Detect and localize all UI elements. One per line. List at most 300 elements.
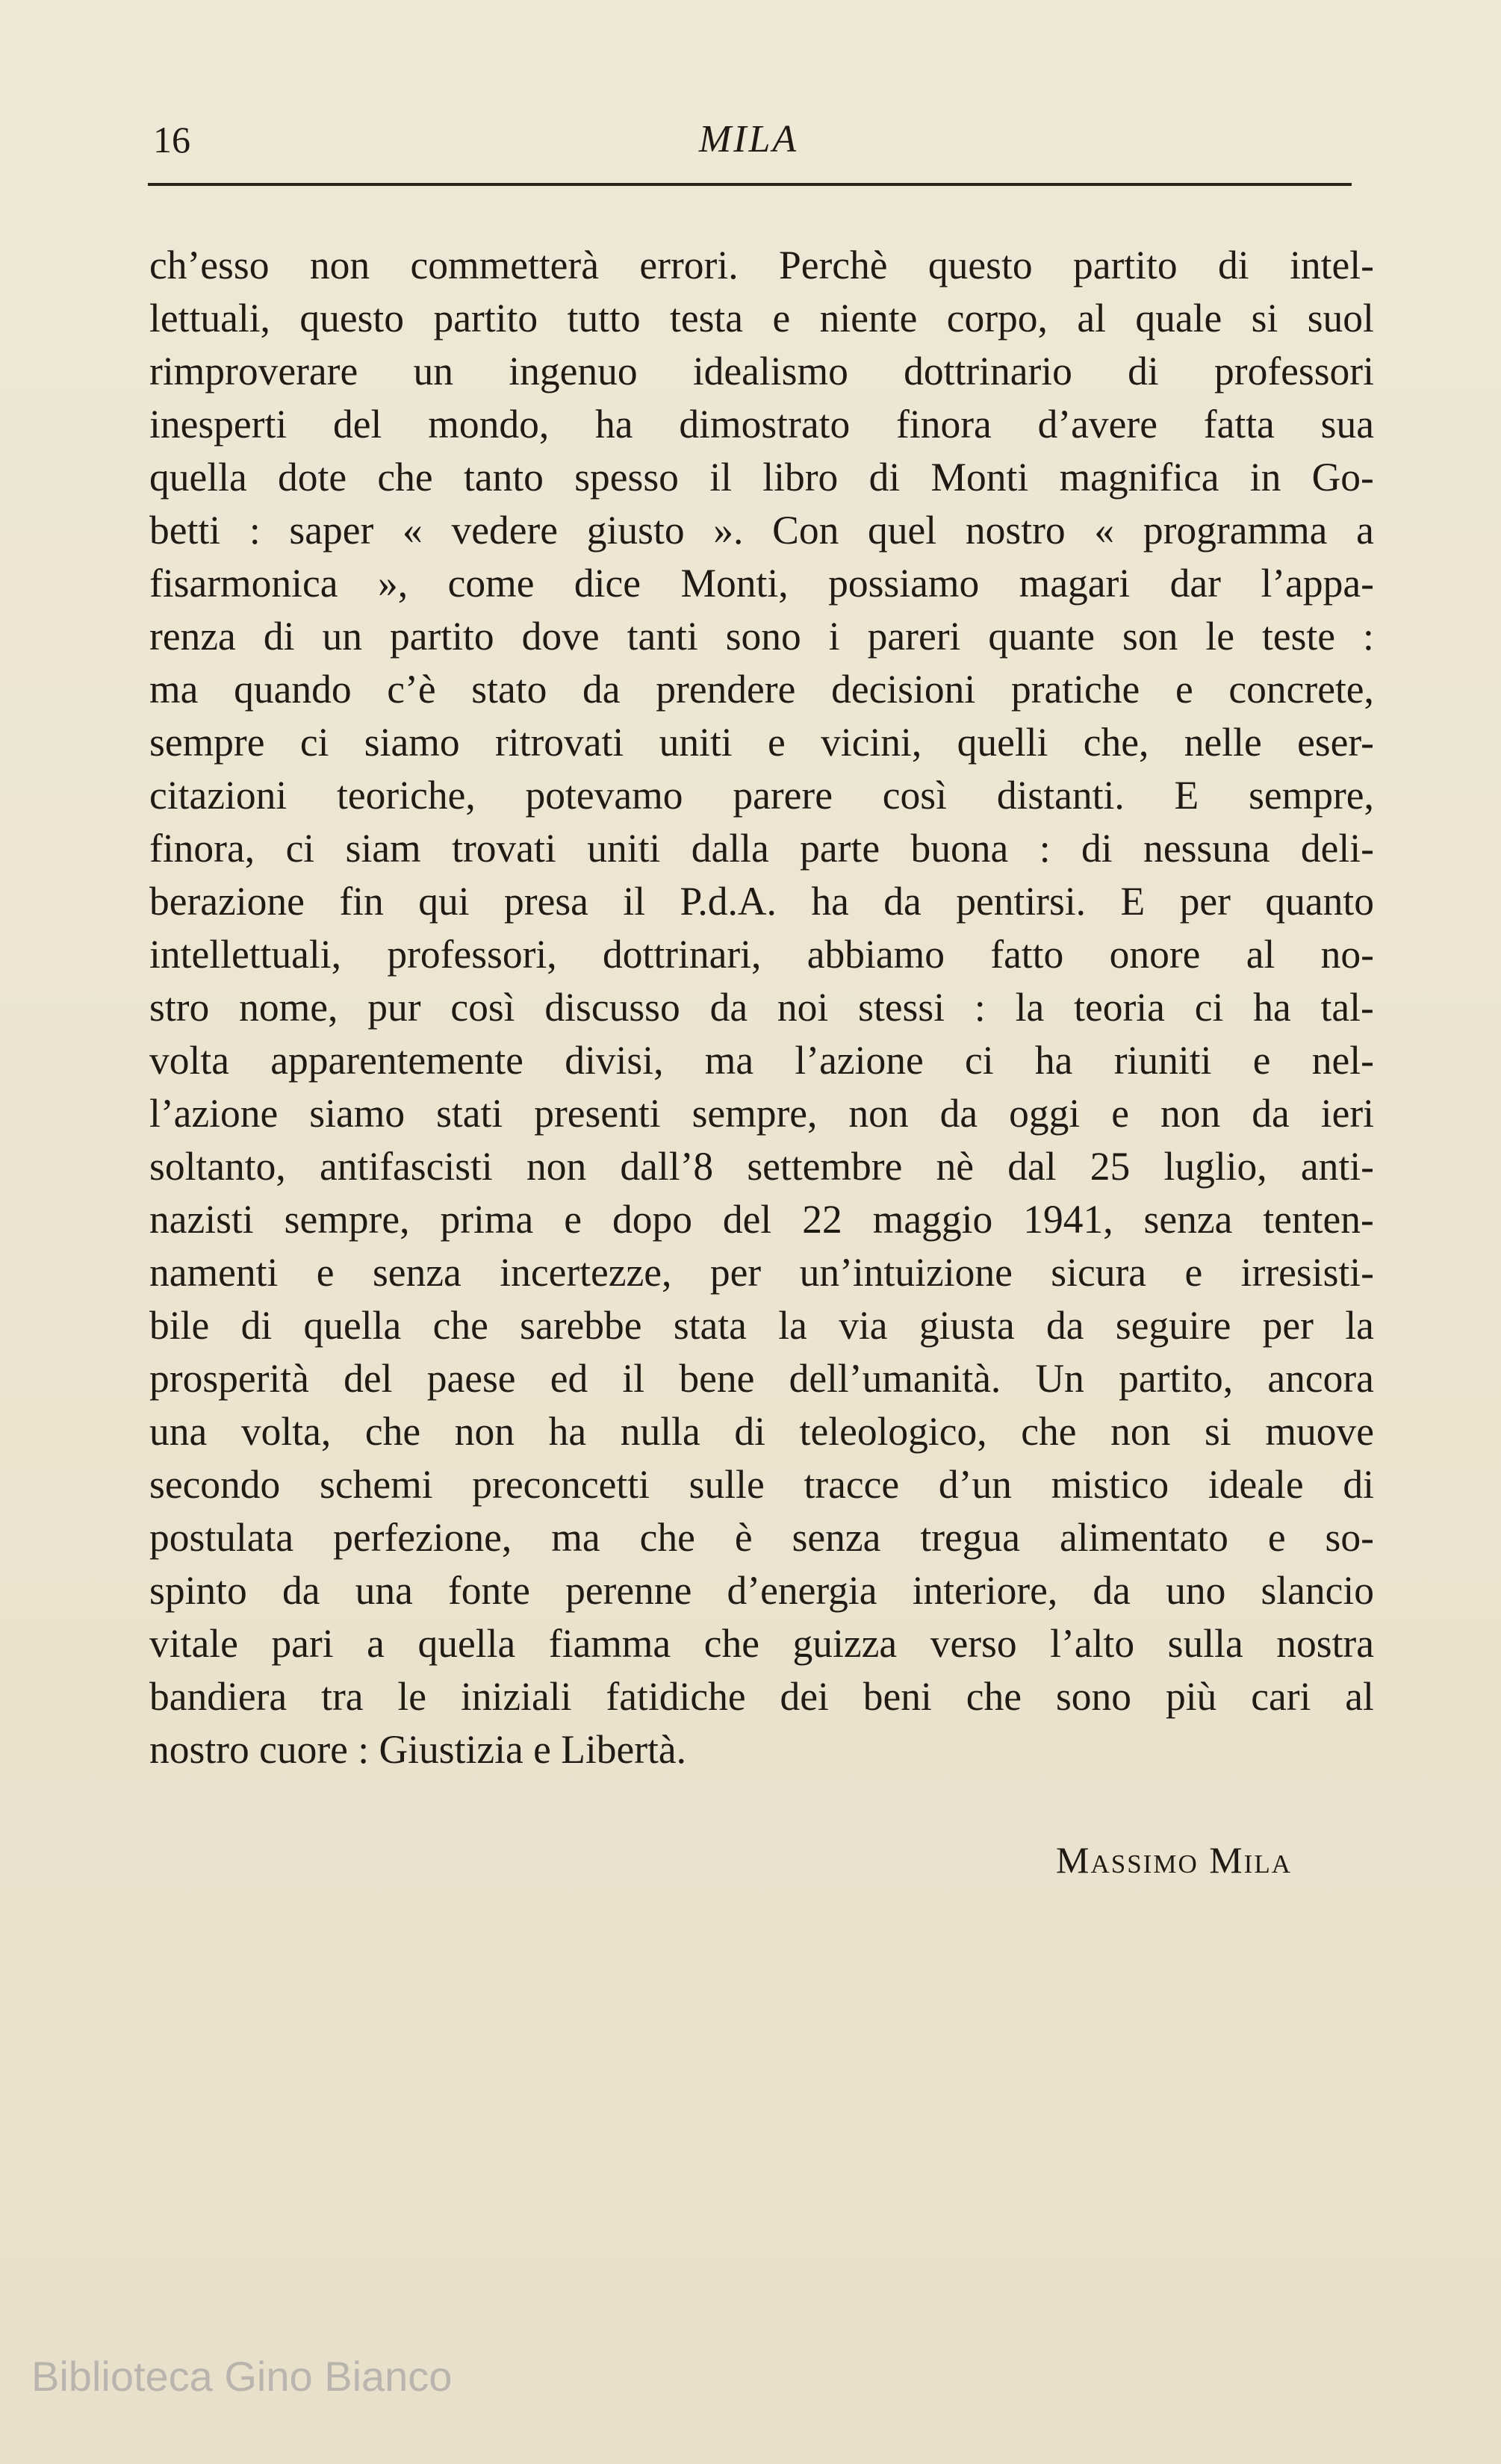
word: non (309, 243, 370, 287)
text-line (149, 716, 1374, 769)
word: namenti (149, 1250, 279, 1295)
word: fatta (1203, 402, 1275, 447)
word: stati (436, 1091, 503, 1136)
word: teste (1261, 614, 1335, 659)
word: fatto (990, 932, 1064, 977)
word: non (848, 1091, 909, 1136)
word: che (364, 1409, 421, 1454)
word: le (1205, 614, 1234, 659)
word: citazioni (149, 773, 288, 818)
word: sono (1055, 1674, 1132, 1719)
word: mondo, (428, 402, 550, 447)
library-watermark: Biblioteca Gino Bianco (31, 2353, 453, 2400)
word: e (1252, 1038, 1271, 1083)
word: potevamo (525, 773, 683, 818)
word: dell’umanità. (789, 1356, 1001, 1401)
word: bene (679, 1356, 755, 1401)
word: da (883, 879, 922, 924)
word: parte (800, 826, 880, 871)
word: intel- (1290, 243, 1374, 287)
word: che (966, 1674, 1022, 1719)
word: rimproverare (149, 349, 358, 393)
text-line (149, 1511, 1374, 1564)
word: sono (725, 614, 801, 659)
word: senza (792, 1515, 881, 1560)
word: nè (936, 1144, 975, 1189)
word: non (1110, 1409, 1171, 1454)
word: saper (289, 508, 374, 553)
word: dottrinario (904, 349, 1072, 393)
word: sempre, (692, 1091, 818, 1136)
word: vitale (149, 1621, 238, 1666)
word: del (722, 1197, 772, 1242)
text-line (149, 1458, 1374, 1511)
word: volta (149, 1038, 229, 1083)
word: riuniti (1113, 1038, 1212, 1083)
word: di (1128, 349, 1159, 393)
word: siam (345, 826, 421, 871)
word: tenten- (1263, 1197, 1374, 1242)
word: nostro (965, 508, 1066, 553)
word: Con (772, 508, 839, 553)
word: e (768, 720, 786, 765)
word: di (1218, 243, 1249, 287)
word: prosperità (149, 1356, 309, 1401)
word: di (240, 1303, 273, 1348)
word: ha (1253, 985, 1291, 1030)
text-line (149, 557, 1374, 610)
word: « (403, 508, 423, 553)
word: teoria (1074, 985, 1165, 1030)
word: professori (1214, 349, 1374, 393)
word: la (1015, 985, 1045, 1030)
text-line (149, 451, 1374, 504)
word: muove (1265, 1409, 1374, 1454)
word: dote (278, 455, 347, 500)
word: oggi (1009, 1091, 1081, 1136)
word: antifascisti (319, 1144, 493, 1189)
word: giusta (919, 1303, 1015, 1348)
word: che (432, 1303, 488, 1348)
word: partito (389, 614, 494, 659)
word: dar (1169, 561, 1221, 606)
word: perfezione, (333, 1515, 512, 1560)
word: partito, (1119, 1356, 1234, 1401)
text-line (149, 345, 1374, 398)
text-line (149, 1617, 1374, 1670)
word: dimostrato (679, 402, 851, 447)
word: e (1175, 667, 1193, 712)
word: dal (1007, 1144, 1057, 1189)
word: il (622, 1356, 645, 1401)
word: divisi, (565, 1038, 664, 1083)
word: apparentemente (270, 1038, 523, 1083)
word: ch’esso (149, 243, 270, 287)
word: ma (704, 1038, 754, 1083)
word: beni (863, 1674, 932, 1719)
word: si (1205, 1409, 1231, 1454)
word: uniti (659, 720, 733, 765)
word: dall’8 (620, 1144, 714, 1189)
word: soltanto, (149, 1144, 286, 1189)
word: discusso (544, 985, 680, 1030)
word: il (623, 879, 646, 924)
word: prima (440, 1197, 534, 1242)
word: professori, (387, 932, 557, 977)
word: teoriche, (337, 773, 476, 818)
text-line (149, 610, 1374, 663)
word: renza (149, 614, 236, 659)
word: nazisti (149, 1197, 254, 1242)
text-line (149, 769, 1374, 822)
word: preconcetti (472, 1462, 650, 1507)
text-line (149, 1193, 1374, 1246)
word: sua (1320, 402, 1374, 447)
word: tal- (1320, 985, 1374, 1030)
word: giusto (586, 508, 685, 553)
word: luglio, (1163, 1144, 1267, 1189)
word: l’appa- (1261, 561, 1374, 606)
word: siamo (309, 1091, 405, 1136)
word: spinto (149, 1568, 247, 1613)
word: sarebbe (520, 1303, 642, 1348)
word: Un (1035, 1356, 1084, 1401)
word: quanto (1265, 879, 1374, 924)
word: da (1046, 1303, 1084, 1348)
word: incertezze, (500, 1250, 672, 1295)
word: nel- (1311, 1038, 1374, 1083)
word: l’alto (1050, 1621, 1135, 1666)
word: niente (819, 296, 918, 340)
word: pentirsi. (956, 879, 1087, 924)
word: e (1184, 1250, 1203, 1295)
word: deli- (1300, 826, 1374, 871)
word: d’un (938, 1462, 1012, 1507)
word: E (1174, 773, 1199, 818)
word: più (1165, 1674, 1217, 1719)
page-number: 16 (153, 119, 190, 161)
text-line (149, 504, 1374, 557)
word: al (1246, 932, 1275, 977)
word: ideale (1208, 1462, 1304, 1507)
word: siamo (364, 720, 460, 765)
word: dice (574, 561, 641, 606)
word: che (377, 455, 433, 500)
word: so- (1325, 1515, 1374, 1560)
word: trovati (452, 826, 556, 871)
word: suol (1307, 296, 1374, 340)
text-line (149, 292, 1374, 345)
word: quante (988, 614, 1095, 659)
word: pratiche (1010, 667, 1140, 712)
text-line (149, 1352, 1374, 1405)
word: per (709, 1250, 762, 1295)
word: via (839, 1303, 888, 1348)
word: P.d.A. (680, 879, 777, 924)
word: anti- (1300, 1144, 1374, 1189)
word: che, (1083, 720, 1149, 765)
word: libro (762, 455, 839, 500)
word: inesperti (149, 402, 288, 447)
word: testa (670, 296, 744, 340)
word: concrete, (1228, 667, 1374, 712)
word: quelli (957, 720, 1048, 765)
word: pareri (867, 614, 961, 659)
word: », (378, 561, 408, 606)
word: bile (149, 1303, 210, 1348)
word: quando (234, 667, 352, 712)
word: di (263, 614, 295, 659)
word: « (1094, 508, 1115, 553)
word: postulata (149, 1515, 294, 1560)
text-line (149, 1405, 1374, 1458)
word: come (447, 561, 535, 606)
word: Monti (930, 455, 1029, 500)
word: tanto (463, 455, 544, 500)
word: non (526, 1144, 587, 1189)
text-line (149, 1564, 1374, 1617)
text-line (149, 981, 1374, 1034)
word: non (1160, 1091, 1221, 1136)
text-line (149, 398, 1374, 451)
word: senza (1143, 1197, 1233, 1242)
header-rule (148, 183, 1352, 186)
word: Monti, (680, 561, 789, 606)
word: secondo (149, 1462, 281, 1507)
word: d’avere (1037, 402, 1157, 447)
word: al (1077, 296, 1106, 340)
word: di (1081, 826, 1113, 871)
word: del (344, 1356, 393, 1401)
word: finora (896, 402, 992, 447)
word: fiamma (548, 1621, 671, 1666)
word: alimentato (1060, 1515, 1228, 1560)
word: che (1021, 1409, 1077, 1454)
word: partito (433, 296, 538, 340)
word: da (282, 1568, 320, 1613)
text-line (149, 1246, 1374, 1299)
word: presenti (534, 1091, 661, 1136)
word: irresisti- (1240, 1250, 1374, 1295)
word: a (367, 1621, 385, 1666)
word: verso (930, 1621, 1017, 1666)
word: da (582, 667, 621, 712)
word: vedere (451, 508, 559, 553)
word: parere (733, 773, 833, 818)
word: del (333, 402, 382, 447)
word: maggio (872, 1197, 993, 1242)
body-text (149, 239, 1374, 1776)
word: quella (417, 1621, 516, 1666)
word: dopo (612, 1197, 692, 1242)
word: una (149, 1409, 208, 1454)
word: l’azione (149, 1091, 279, 1136)
word: tregua (920, 1515, 1021, 1560)
running-head: MILA (698, 118, 799, 161)
word: e (1267, 1515, 1286, 1560)
word: dei (780, 1674, 829, 1719)
word: questo (299, 296, 405, 340)
word: 1941, (1023, 1197, 1113, 1242)
word: dottrinari, (602, 932, 762, 977)
word: presa (504, 879, 588, 924)
word: sempre, (284, 1197, 410, 1242)
word: vicini, (821, 720, 922, 765)
word: senza (372, 1250, 462, 1295)
word: seguire (1115, 1303, 1231, 1348)
word: così (450, 985, 515, 1030)
word: ha (1034, 1038, 1073, 1083)
text-line (149, 822, 1374, 875)
word: errori. (639, 243, 739, 287)
word: distanti. (996, 773, 1125, 818)
word: ed (550, 1356, 588, 1401)
word: mistico (1051, 1462, 1169, 1507)
word: che (639, 1515, 695, 1560)
word: si (1251, 296, 1278, 340)
word: abbiamo (807, 932, 945, 977)
word: sempre, (1249, 773, 1374, 818)
text-line (149, 928, 1374, 981)
page-header (153, 113, 1344, 166)
word: cari (1251, 1674, 1311, 1719)
word: berazione (149, 879, 305, 924)
word: da (709, 985, 748, 1030)
word: di (1343, 1462, 1374, 1507)
word: finora, (149, 826, 255, 871)
word: spesso (574, 455, 679, 500)
word: e (772, 296, 791, 340)
word: slancio (1261, 1568, 1374, 1613)
word: interiore, (912, 1568, 1058, 1613)
word: nome, (239, 985, 338, 1030)
word: betti (149, 508, 221, 553)
word: un (322, 614, 362, 659)
word: è (734, 1515, 753, 1560)
word: Go- (1311, 455, 1374, 500)
word: fatidiche (606, 1674, 746, 1719)
word: questo (927, 243, 1033, 287)
word: no- (1320, 932, 1374, 977)
word: magari (1019, 561, 1131, 606)
word: e (1111, 1091, 1129, 1136)
word: ritrovati (494, 720, 624, 765)
word: sicura (1051, 1250, 1147, 1295)
word: commetterà (410, 243, 599, 287)
text-line (149, 1087, 1374, 1140)
word: programma (1143, 508, 1328, 553)
word: ». (713, 508, 744, 553)
word: che (703, 1621, 759, 1666)
word: buona (910, 826, 1009, 871)
word: d’energia (727, 1568, 877, 1613)
word: i (828, 614, 840, 659)
word: tutto (567, 296, 641, 340)
word: a (1356, 508, 1374, 553)
word: iniziali (460, 1674, 572, 1719)
word: perenne (565, 1568, 692, 1613)
word: : (1363, 614, 1374, 659)
text-line (149, 239, 1374, 292)
word: ha (548, 1409, 587, 1454)
word: da (1252, 1091, 1290, 1136)
text-line: nostro cuore : Giustizia e Libertà. (149, 1727, 687, 1772)
word: sulle (689, 1462, 765, 1507)
word: e (316, 1250, 335, 1295)
word: le (397, 1674, 427, 1719)
word: una (355, 1568, 413, 1613)
word: da (1093, 1568, 1131, 1613)
word: stessi (858, 985, 945, 1030)
word: pari (271, 1621, 334, 1666)
word: ci (965, 1038, 994, 1083)
word: quel (868, 508, 937, 553)
word: possiamo (828, 561, 980, 606)
word: al (1345, 1674, 1374, 1719)
word: fin (339, 879, 384, 924)
word: settembre (747, 1144, 903, 1189)
word: partito (1073, 243, 1178, 287)
text-line (149, 1670, 1374, 1723)
word: quella (303, 1303, 402, 1348)
word: uno (1166, 1568, 1226, 1613)
word: intellettuali, (149, 932, 342, 977)
word: stata (673, 1303, 747, 1348)
word: un’intuizione (799, 1250, 1013, 1295)
word: di (868, 455, 901, 500)
word: e (564, 1197, 582, 1242)
word: bandiera (149, 1674, 288, 1719)
text-line (149, 1140, 1374, 1193)
text-line (149, 1299, 1374, 1352)
word: l’azione (795, 1038, 924, 1083)
word: nessuna (1143, 826, 1270, 871)
word: un (413, 349, 453, 393)
word: corpo, (946, 296, 1048, 340)
word: sulla (1167, 1621, 1243, 1666)
word: ci (299, 720, 329, 765)
word: quale (1135, 296, 1222, 340)
word: lettuali, (149, 296, 270, 340)
word: 22 (802, 1197, 842, 1242)
text-line (149, 1034, 1374, 1087)
word: c’è (387, 667, 436, 712)
word: noi (777, 985, 829, 1030)
word: ci (285, 826, 315, 871)
word: volta, (240, 1409, 332, 1454)
word: eser- (1297, 720, 1374, 765)
word: ci (1194, 985, 1224, 1030)
word: non (454, 1409, 515, 1454)
word: decisioni (831, 667, 976, 712)
word: prendere (656, 667, 796, 712)
word: ieri (1320, 1091, 1374, 1136)
word: in (1249, 455, 1281, 500)
word: da (939, 1091, 978, 1136)
word: : (974, 985, 986, 1030)
word: tracce (804, 1462, 900, 1507)
word: ingenuo (509, 349, 638, 393)
word: pur (367, 985, 421, 1030)
word: tra (321, 1674, 364, 1719)
word: schemi (320, 1462, 433, 1507)
word: di (734, 1409, 765, 1454)
word: così (882, 773, 947, 818)
word: ma (551, 1515, 600, 1560)
word: dove (521, 614, 600, 659)
word: : (1039, 826, 1051, 871)
text-line (149, 875, 1374, 928)
